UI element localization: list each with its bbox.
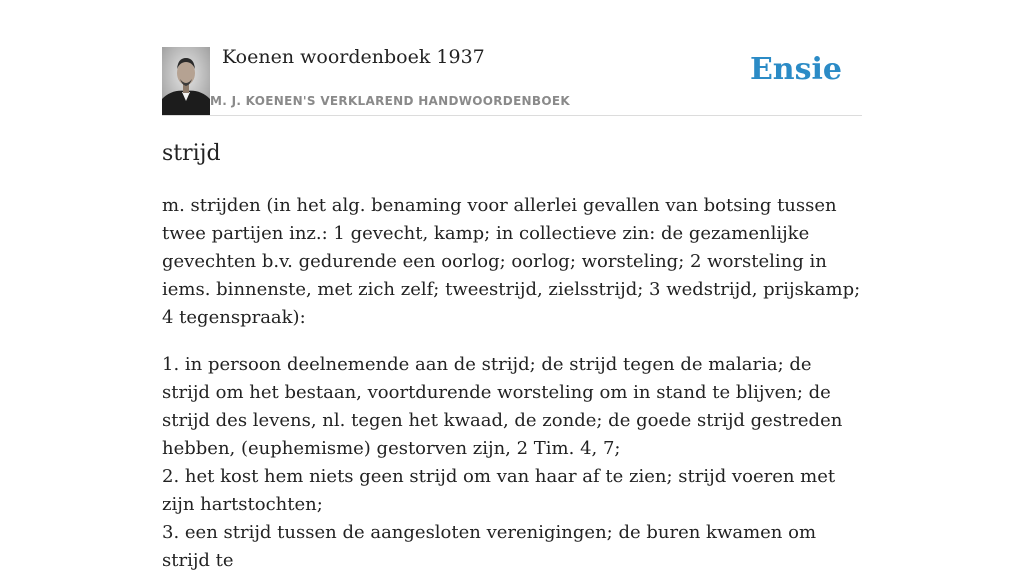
author-portrait-icon <box>162 47 210 115</box>
ensie-logo-link[interactable]: Ensie <box>749 52 842 87</box>
entry-sense-2: 2. het kost hem niets geen strijd om van haar af te zien; strijd voeren met zijn hartstochten; <box>162 466 836 515</box>
entry-definition: m. strijden (in het alg. benaming voor allerlei gevallen van botsing tussen twee partijen inz.: 1 gevecht, kamp; in collectieve zin: de gezamenlijke gevechten b.v. gedurende een oorlog; oorlog; worsteling; 2 worsteling in iems. binnenste, met zich zelf; tweestrijd, zielsstrijd; 3 wedstrijd, prijskamp; 4 tegenspraak): <box>162 195 861 328</box>
entry-sense-3: 3. een strijd tussen de aangesloten verenigingen; de buren kwamen om strijd te <box>162 522 817 571</box>
book-title: Koenen woordenboek 1937 <box>222 46 485 68</box>
book-subtitle: M. J. KOENEN'S VERKLAREND HANDWOORDENBOEK <box>210 94 570 108</box>
entry-content <box>162 192 862 575</box>
entry-sense-1: 1. in persoon deelnemende aan de strijd; de strijd tegen de malaria; de strijd om het bestaan, voortdurende worsteling om in stand te blijven; de strijd des levens, nl. tegen het kwaad, de zonde; de goede strijd gestreden hebben, (euphemisme) gestorven zijn, 2 Tim. 4, 7; <box>162 354 843 459</box>
entry-headword: strijd <box>162 141 221 166</box>
entry-senses <box>162 351 862 575</box>
page <box>162 0 862 571</box>
header <box>162 0 862 116</box>
